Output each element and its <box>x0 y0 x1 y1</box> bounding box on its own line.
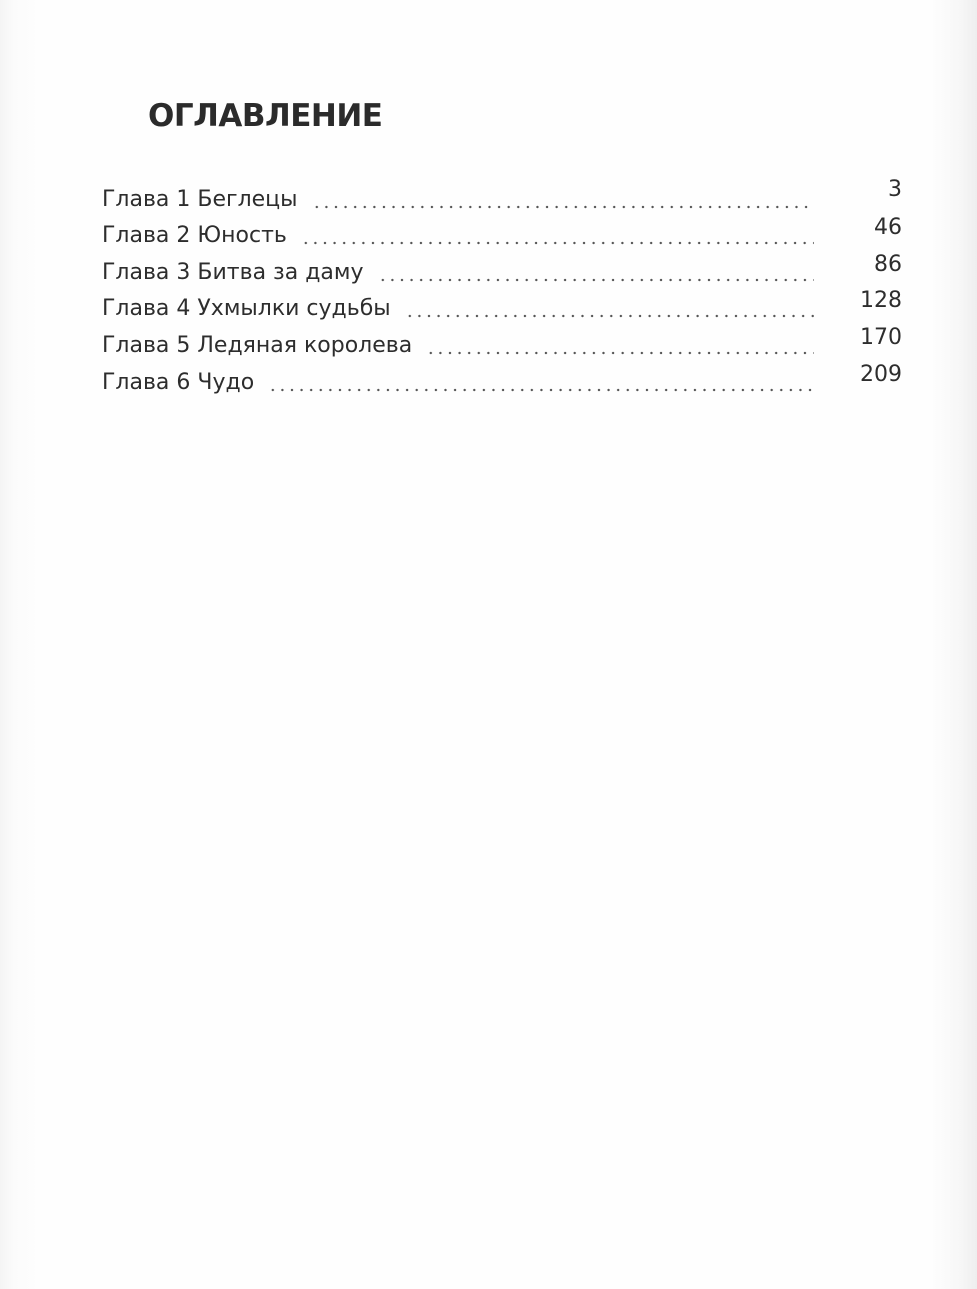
dot-leader <box>312 205 814 209</box>
table-of-contents <box>102 176 902 400</box>
toc-entry-label: Глава 3 Битва за даму <box>102 259 364 285</box>
dot-leader <box>301 241 814 245</box>
dot-leader <box>378 278 814 282</box>
toc-entry-label: Глава 5 Ледяная королева <box>102 332 413 358</box>
dot-leader <box>405 314 814 318</box>
dot-leader <box>268 388 814 392</box>
toc-entry-page-number: 3 <box>888 176 902 202</box>
toc-entry-page-number: 46 <box>874 215 902 241</box>
toc-entry <box>102 290 902 327</box>
toc-entry-page-number: 209 <box>860 361 902 387</box>
toc-entry-label: Глава 6 Чудо <box>102 369 255 395</box>
toc-entry-page-number: 128 <box>860 288 902 314</box>
dot-leader <box>426 351 814 355</box>
toc-entry <box>102 217 902 254</box>
toc-entry <box>102 176 902 217</box>
toc-entry-label: Глава 2 Юность <box>102 223 287 249</box>
toc-entry <box>102 363 902 400</box>
toc-entry-page-number: 170 <box>860 324 902 350</box>
toc-entry <box>102 253 902 290</box>
page-title: ОГЛАВЛЕНИЕ <box>148 98 383 134</box>
toc-entry-label: Глава 4 Ухмылки судьбы <box>102 296 391 322</box>
toc-entry <box>102 326 902 363</box>
toc-entry-page-number: 86 <box>874 251 902 277</box>
toc-entry-label: Глава 1 Беглецы <box>102 186 298 212</box>
